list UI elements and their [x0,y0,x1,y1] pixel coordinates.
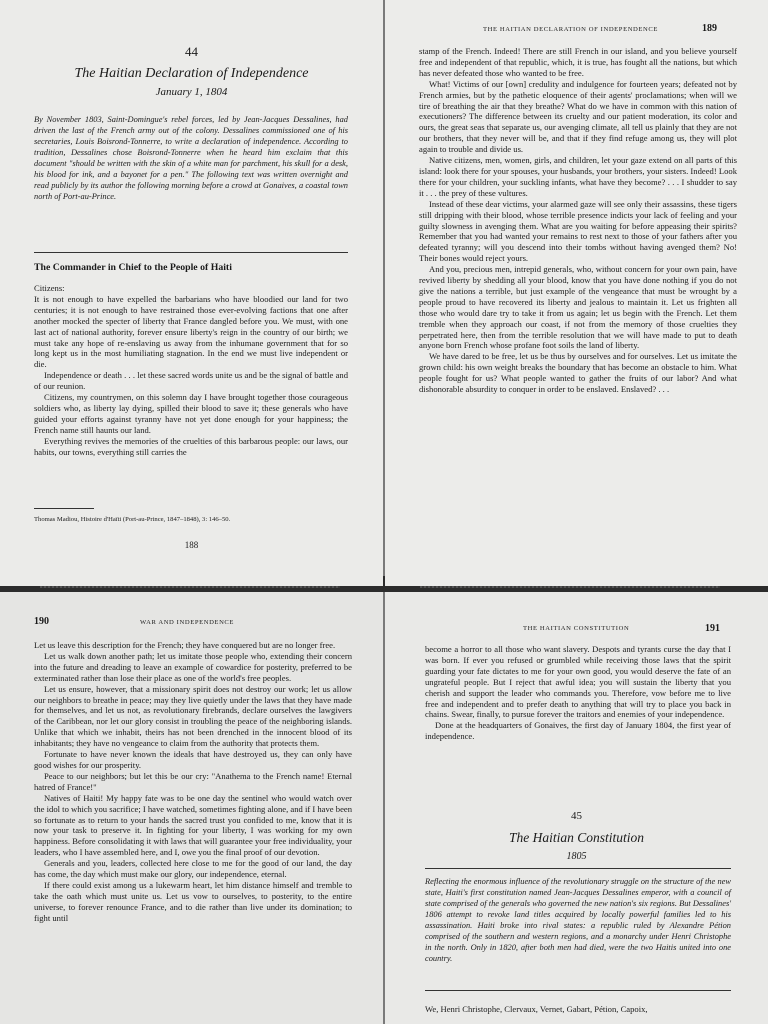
body-text [34,640,352,924]
paragraph: Natives of Haiti! My happy fate was to be one day the sentinel who would watch over the idol to which you sacrifice; I have watched, sometimes fighting alone, and if I have been so fortunate as to return to your hands the sacred trust you confided to me, know that it is now your task to preserve it. In fighting for your liberty, I was working for my own happiness. Before consolidating it with laws that will guarantee your free individuality, your leaders, who I have assembled here, and I, owe you the final proof of our devotion. [34,792,352,858]
paragraph: Citizens, my countrymen, on this solemn day I have brought together those courageous soldiers who, as liberty lay dying, spilled their blood to save it; these generals who have guided your efforts against tyranny have not yet done enough for your happiness; the French name still haunts our land. [34,392,348,435]
footnote: Thomas Madiou, Histoire d'Haïti (Port-au-Prince, 1847–1848), 3: 146–50. [34,516,231,523]
paragraph: What! Victims of our [own] credulity and indulgence for fourteen years; defeated not by French armies, but by the pathetic eloquence of their agents' proclamations; when will we tire of breathing the air that they breathe? What do we have in common with this nation of executioners? The difference between its cruelty and our patient moderation, its color and ours, the great seas that separate us, our avenging climate, all tell us plainly that they are not our brothers, that they never will be, and that if they find refuge among us, they will plot again to trouble and divide us. [419,78,737,155]
paragraph: Peace to our neighbors; but let this be our cry: "Anathema to the French name! Eternal hatred of France!" [34,770,352,792]
document-number: 44 [185,44,198,59]
page-191 [385,592,768,1024]
document-number: 45 [571,810,582,822]
running-head: THE HAITIAN DECLARATION OF INDEPENDENCE [483,26,659,33]
paragraph: Let us walk down another path; let us imitate those people who, extending their concern into the future and dreading to leave an example of cowardice for posterity, preferred to be exterminated rather than lose their place as one of the world's free peoples. [34,650,352,683]
paragraph: Fortunate to have never known the ideals that have destroyed us, they can only have good wishes for our prosperity. [34,749,352,770]
paragraph: And you, precious men, intrepid generals, who, without concern for your own pain, have revived liberty by shedding all your blood, know that you have done nothing if you do not give the nations a terrible, but just example of the vengeance that must be wrought by a people proud to have recovered its liberty and jealous to maintain it. Let us frighten all those who would dare try to take it from us again; let us begin with the French. Let them tremble when they approach our coast, if not from the memory of those cruelties they perpetrated here, then from the terrible resolution that we will have made to put to death anyone born French whose profane foot soils the land of liberty. [419,264,737,351]
page-188 [0,0,383,586]
paragraph: Generals and you, leaders, collected here close to me for the good of our land, the day has come, the day which must make our glory, our independence, eternal. [34,858,352,880]
document-date: 1805 [566,851,587,862]
page-number: 188 [184,540,199,550]
salutation: Citizens: [34,283,65,293]
paragraph: Everything revives the memories of the cruelties of this barbarous people: our laws, our habits, our towns, everything still carries the [34,435,348,457]
body-text [419,46,737,395]
paragraph: become a horror to all those who want slavery. Despots and tyrants curse the day that I was born. If ever you refused or grumbled while receiving those laws that the spirit guarding your fate dictates to me for your own good, you would deserve the fate of an ungrateful people. But I reject that awful idea; you will sustain the liberty that you cherish and support the leader who commands you. Therefore, vow before me to live free and independent and to prefer death to anything that will try to place you back in chains. Swear, finally, to pursue forever the traitors and enemies of your independence. [425,644,731,720]
paragraph: If there could exist among us a lukewarm heart, let him distance himself and tremble to take the oath which must unite us. Let us vow to ourselves, to posterity, to the entire universe, to forever renounce France, and to die rather than live under its domination; to fight until [34,879,352,923]
paragraph: It is not enough to have expelled the barbarians who have bloodied our land for two centuries; it is not enough to have restrained those ever-evolving factions that one after another mocked the specter of liberty that France dangled before you. We must, with one last act of national authority, forever ensure liberty's reign in the country of our birth; we must take any hope of re-enslaving us away from the inhumane government that for so long kept us in the most humiliating stagnation. In the end we must live independent or die. [34,293,348,370]
divider [425,868,731,869]
page-190 [0,592,383,1024]
divider [425,990,731,991]
page-189 [385,0,768,586]
paragraph: stamp of the French. Indeed! There are still French in our island, and you believe yourself free and independent of that republic, which, it is true, has fought all the nations, but which has never defeated those who wanted to be free. [419,46,737,78]
paragraph: Let us ensure, however, that a missionary spirit does not destroy our work; let us allow our neighbors to breathe in peace; may they live quietly under the laws that they have made for themselves, and let us not, as revolutionary firebrands, declare ourselves the lawgivers of the Caribbean, nor let our glory consist in troubling the peace of the neighboring islands. Unlike that which we inhabit, theirs has not been drenched in the innocent blood of its inhabitants; they have no vengeance to claim from the authority that protects them. [34,683,352,749]
section-title: The Commander in Chief to the People of Haiti [34,262,232,273]
paragraph: We have dared to be free, let us be thus by ourselves and for ourselves. Let us imitate the grown child: his own weight breaks the boundary that has become an obstacle to him. What people fought for us? What people wanted to gather the fruits of our labor? And what dishonorable absurdity to conquer in order to be enslaved. Enslaved? . . . [419,351,737,395]
divider [34,252,348,253]
body-text [34,283,348,458]
paragraph: Let us leave this description for the French; they have conquered but are no longer free. [34,640,336,650]
footnote-rule [34,508,94,509]
page-number: 189 [702,23,717,34]
document-intro: By November 1803, Saint-Domingue's rebel forces, led by Jean-Jacques Dessalines, had driven the last of the French army out of the colony. Dessalines commissioned one of his secretaries, Louis Boisrond-Tonnerre, to write a declaration of independence. According to tradition, Dessalines chose Boisrond-Tonnerre when he heard him exclaim that this document "should be written with the skin of a white man for parchment, his skull for a desk, his blood for ink, and a bayonet for a pen." The following text was written overnight and read publicly by its author the following morning before a crowd at Gonaives, a coastal town north of Port-au-Prince. [34,115,348,201]
closing-line: We, Henri Christophe, Clervaux, Vernet, Gabart, Pétion, Capoix, [425,1004,648,1014]
page-number: 191 [705,623,720,634]
document-date: January 1, 1804 [155,86,228,98]
paragraph: Instead of these dear victims, your alarmed gaze will see only their assassins, these tigers still dripping with their blood, whose terrible presence indicts your lack of feeling and your guilty slowness in avenging them. What are you waiting for before appeasing their spirits? Remember that you had wanted your remains to rest next to those of your fathers after you defeated tyranny; will you descend into their tombs without having avenged them? No! Their bones would reject yours. [419,198,737,264]
running-head: WAR AND INDEPENDENCE [140,619,235,626]
document-title: The Haitian Declaration of Independence [74,66,309,81]
body-text [425,644,731,742]
paragraph: Native citizens, men, women, girls, and children, let your gaze extend on all parts of this island: look there for your spouses, your husbands, your brothers, your sisters. Indeed! Look there for your children, your suckling infants, what have they become? . . . I shudder to say it . . . the prey of these vultures. [419,155,737,198]
document-title: The Haitian Constitution [508,830,644,845]
running-head: THE HAITIAN CONSTITUTION [523,625,630,632]
page-number: 190 [34,616,49,627]
document-intro: Reflecting the enormous influence of the revolutionary struggle on the structure of the new state, Haiti's first constitution named Jean-Jacques Dessalines emperor, with a council of state comprised of the generals who governed the new nation's six regions. But Dessalines' 1806 attempt to revoke land titles acquired by locally powerful families led to his assassination. Haiti broke into rival states: a republic ruled by Alexandre Pétion comprised of the southern and western regions, and a monarchy under Henri Christophe in the north. Only in 1820, after both men had died, were the two Haitis united into one country. [425,877,731,963]
paragraph: Independence or death . . . let these sacred words unite us and be the signal of battle and of our reunion. [34,370,348,392]
paragraph: Done at the headquarters of Gonaives, the first day of January 1804, the first year of independence. [425,720,731,742]
